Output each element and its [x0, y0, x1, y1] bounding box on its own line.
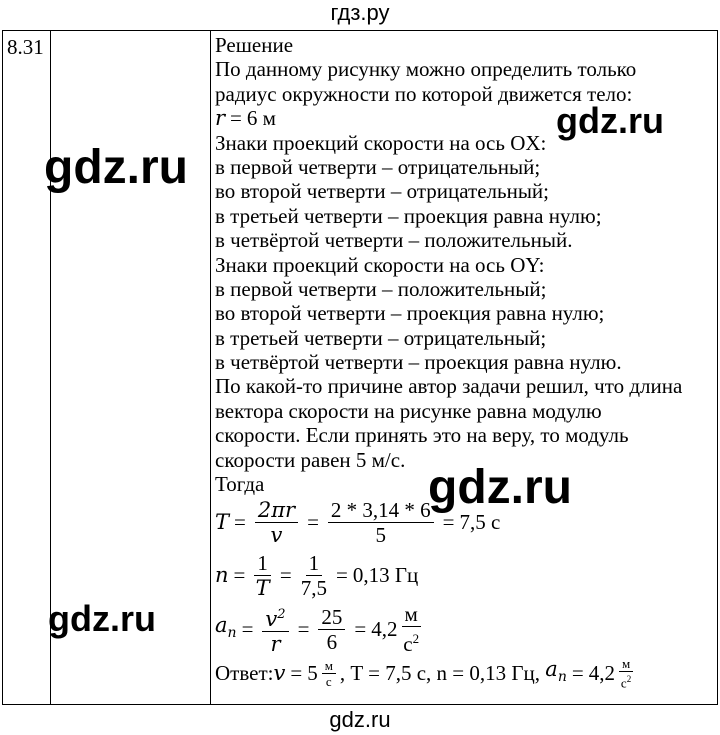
frequency-result: 0,13 Гц: [352, 563, 419, 588]
watermark: gdz.ru: [428, 461, 572, 514]
equals-sign: =: [279, 563, 292, 588]
text-line: Знаки проекций скорости на ось OX:: [215, 130, 547, 155]
watermark: gdz.ru: [44, 141, 188, 194]
numerator: 2 * 3,14 * 6: [328, 499, 434, 523]
text-line: в первой четверти – положительный;: [215, 276, 547, 301]
numerator: 1: [306, 552, 323, 576]
site-footer[interactable]: gdz.ru: [329, 707, 391, 732]
var-v: v: [273, 661, 286, 686]
denominator: T: [255, 575, 270, 600]
unit-base: с: [620, 675, 627, 691]
numerator: 1: [254, 552, 271, 576]
frequency-answer: n = 0,13 Гц: [436, 661, 535, 686]
denominator: 5: [375, 522, 387, 547]
unit-denominator: [403, 627, 419, 655]
var-a: [215, 613, 237, 646]
unit-base: с: [403, 632, 413, 657]
text-line: в четвёртой четверти – положительный.: [215, 228, 573, 253]
text-line: По какой-то причине автор задачи решил, что длина: [215, 374, 683, 399]
equals-sign: =: [297, 617, 310, 642]
numerator: [262, 604, 288, 632]
unit-fraction: [619, 657, 633, 689]
equals-sign: =: [234, 510, 246, 535]
radius-value: 6 м: [246, 106, 276, 131]
var-a-letter: a: [215, 613, 228, 638]
text-line: во второй четверти – проекция равна нулю;: [215, 301, 605, 326]
text-line: во второй четверти – отрицательный;: [215, 179, 550, 204]
denominator: 7,5: [300, 575, 327, 600]
fraction: [254, 552, 271, 599]
velocity-value: 5: [307, 661, 318, 686]
denominator: 6: [326, 629, 338, 654]
subscript: n: [557, 669, 567, 686]
text-line: в первой четверти – отрицательный;: [215, 154, 541, 179]
unit-denominator: [621, 672, 631, 689]
fraction: [301, 552, 327, 599]
equals-sign: =: [571, 661, 584, 686]
site-header[interactable]: гдз.ру: [330, 0, 390, 25]
superscript: 2: [277, 606, 286, 622]
equals-sign: =: [307, 510, 319, 535]
text-line: вектора скорости на рисунке равна модулю: [215, 398, 602, 423]
fraction: [328, 499, 434, 546]
unit-fraction: [402, 603, 421, 655]
denominator: r: [270, 631, 281, 656]
watermark: gdz.ru: [48, 598, 156, 639]
var-a-letter: a: [545, 657, 558, 682]
equals-sign: =: [354, 617, 367, 642]
superscript: 2: [626, 674, 632, 685]
equals-sign: =: [442, 510, 455, 535]
subscript: n: [227, 625, 237, 642]
equals-sign: =: [233, 563, 246, 588]
var-r: r: [215, 106, 226, 131]
acceleration-value: 4,2: [588, 661, 615, 686]
answer-label: Ответ:: [215, 661, 274, 686]
answer-line: Ответ: v = 5 $\frac{м}{с}$ , T = 7,5 с , n = 0,13 Гц , $a_n$ = 4,2 $\frac{м}{с^2}$: [215, 656, 632, 691]
fraction: [255, 499, 298, 546]
frequency-equation: [215, 548, 715, 602]
numerator: 2πr: [255, 499, 298, 523]
denominator: v: [270, 522, 283, 547]
text-line: скорости равен 5 м/с.: [215, 447, 406, 472]
equals-sign: =: [290, 661, 303, 686]
text-line: Знаки проекций скорости на ось OY:: [215, 252, 545, 277]
unit-numerator: м: [619, 657, 633, 672]
unit-numerator: м: [322, 659, 336, 674]
unit-denominator: с: [325, 673, 332, 689]
equals-sign: =: [241, 617, 254, 642]
var-v: v: [265, 606, 278, 631]
text-line: в четвёртой четверти – проекция равна нулю.: [215, 350, 622, 375]
text-line: радиус окружности по которой движется тело:: [215, 81, 633, 106]
text-line: Тогда: [215, 472, 265, 497]
unit-fraction: [322, 659, 336, 688]
solution-heading: Решение: [215, 33, 294, 57]
unit-numerator: м: [402, 603, 421, 627]
var-a: [545, 657, 567, 690]
var-T: T: [215, 510, 230, 535]
superscript: 2: [412, 631, 420, 647]
text-line: в третьей четверти – отрицательный;: [215, 325, 547, 350]
period-result: 7,5 с: [459, 510, 501, 535]
column-divider: [210, 31, 211, 704]
task-number: 8.31: [7, 35, 44, 59]
acceleration-result: 4,2: [371, 617, 398, 642]
period-answer: T = 7,5 с: [350, 661, 427, 686]
fraction: [262, 604, 288, 655]
fraction: [318, 606, 345, 653]
watermark: gdz.ru: [556, 100, 664, 141]
numerator: 25: [318, 606, 345, 630]
text-line: скорости. Если принять это на веру, то модуль: [215, 423, 629, 448]
equals-sign: =: [230, 106, 242, 131]
text-line: По данному рисунку можно определить только: [215, 57, 637, 82]
text-line: в третьей четверти – проекция равна нулю;: [215, 203, 602, 228]
acceleration-equation: [215, 602, 715, 656]
var-n: n: [215, 563, 229, 588]
equals-sign: =: [335, 563, 348, 588]
